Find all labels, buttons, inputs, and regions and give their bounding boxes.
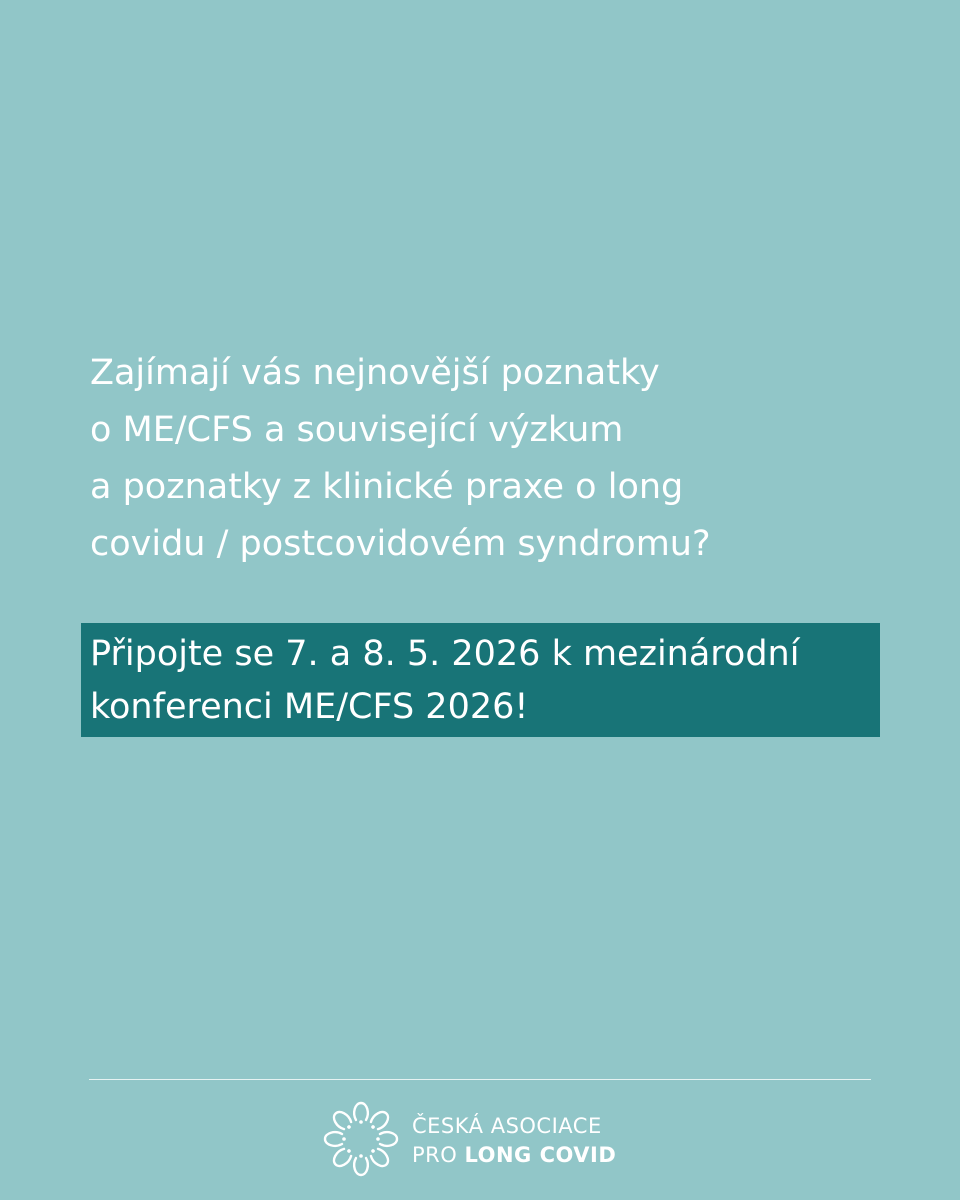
logo-wordmark <box>412 1112 616 1170</box>
ribbon-loop <box>331 1109 355 1133</box>
organization-logo <box>320 1098 650 1180</box>
ribbon-loop <box>376 1132 397 1146</box>
question-line-4: covidu / postcovidovém syndromu? <box>90 524 711 564</box>
ribbon-loop <box>331 1145 355 1169</box>
logo-line-2 <box>412 1141 616 1170</box>
question-line-1: Zajímají vás nejnovější poznatky <box>90 353 660 393</box>
ribbon-circle-logo-icon <box>320 1098 402 1180</box>
question-line-3: a poznatky z klinické praxe o long <box>90 467 684 507</box>
conference-callout <box>81 623 880 737</box>
footer-divider <box>89 1079 871 1080</box>
ribbon-loop <box>354 1103 368 1124</box>
logo-line-2-bold: LONG COVID <box>464 1143 617 1167</box>
question-text <box>90 345 890 573</box>
logo-line-1: ČESKÁ ASOCIACE <box>412 1114 602 1138</box>
logo-line-2-prefix: PRO <box>412 1143 458 1167</box>
ribbon-loop <box>354 1154 368 1175</box>
question-line-2: o ME/CFS a související výzkum <box>90 410 624 450</box>
callout-line-1: Připojte se 7. a 8. 5. 2026 k mezinárodní <box>90 634 800 674</box>
ribbon-loop <box>367 1109 391 1133</box>
callout-line-2: konferenci ME/CFS 2026! <box>90 687 529 727</box>
ribbon-loop <box>325 1132 346 1146</box>
ribbon-loop <box>367 1145 391 1169</box>
